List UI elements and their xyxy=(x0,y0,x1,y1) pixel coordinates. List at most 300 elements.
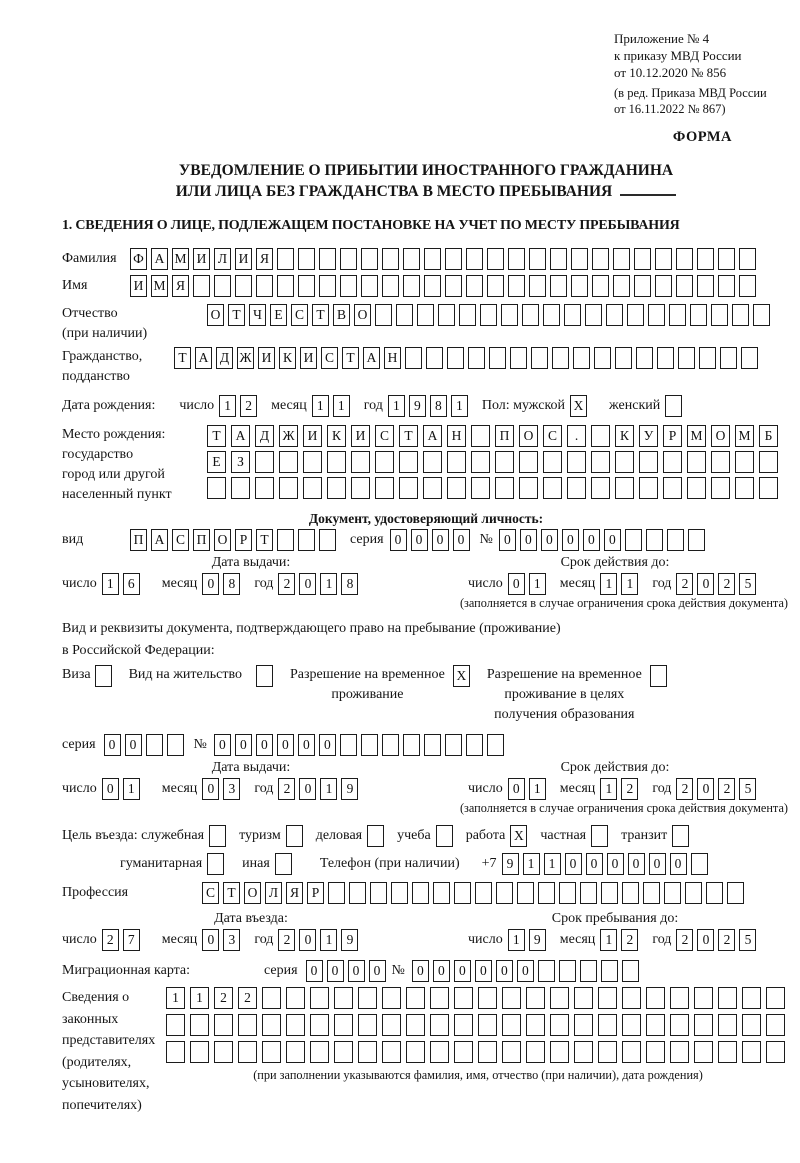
char-cell[interactable] xyxy=(766,987,785,1009)
char-cell[interactable]: Р xyxy=(307,882,324,904)
entry-year-input[interactable] xyxy=(278,929,362,951)
char-cell[interactable] xyxy=(495,477,514,499)
char-cell[interactable] xyxy=(543,304,560,326)
char-cell[interactable]: X xyxy=(570,395,587,417)
char-cell[interactable]: 3 xyxy=(223,929,240,951)
char-cell[interactable]: 0 xyxy=(348,960,365,982)
char-cell[interactable] xyxy=(262,1014,281,1036)
char-cell[interactable] xyxy=(522,304,539,326)
char-cell[interactable]: К xyxy=(327,425,346,447)
identity-series-input[interactable] xyxy=(390,529,474,551)
char-cell[interactable] xyxy=(445,248,462,270)
char-cell[interactable]: 8 xyxy=(341,573,358,595)
char-cell[interactable] xyxy=(598,987,617,1009)
char-cell[interactable]: . xyxy=(567,425,586,447)
char-cell[interactable] xyxy=(423,477,442,499)
char-cell[interactable] xyxy=(574,1041,593,1063)
char-cell[interactable] xyxy=(454,882,471,904)
char-cell[interactable] xyxy=(538,960,555,982)
char-cell[interactable] xyxy=(406,987,425,1009)
char-cell[interactable] xyxy=(327,451,346,473)
char-cell[interactable] xyxy=(550,248,567,270)
char-cell[interactable]: 1 xyxy=(388,395,405,417)
char-cell[interactable]: 0 xyxy=(517,960,534,982)
char-cell[interactable] xyxy=(487,248,504,270)
identity-valid-day[interactable] xyxy=(508,573,550,595)
char-cell[interactable]: О xyxy=(519,425,538,447)
char-cell[interactable] xyxy=(358,1014,377,1036)
char-cell[interactable] xyxy=(592,275,609,297)
char-cell[interactable] xyxy=(403,734,420,756)
name-input[interactable] xyxy=(130,275,760,297)
char-cell[interactable]: 2 xyxy=(676,929,693,951)
char-cell[interactable] xyxy=(502,1014,521,1036)
char-cell[interactable] xyxy=(424,275,441,297)
char-cell[interactable] xyxy=(214,1041,233,1063)
char-cell[interactable]: И xyxy=(193,248,210,270)
char-cell[interactable] xyxy=(687,451,706,473)
char-cell[interactable]: 2 xyxy=(278,573,295,595)
char-cell[interactable] xyxy=(424,248,441,270)
char-cell[interactable] xyxy=(319,248,336,270)
char-cell[interactable] xyxy=(634,248,651,270)
char-cell[interactable] xyxy=(340,734,357,756)
char-cell[interactable]: Т xyxy=(312,304,329,326)
char-cell[interactable] xyxy=(667,529,684,551)
char-cell[interactable]: 0 xyxy=(583,529,600,551)
char-cell[interactable] xyxy=(454,1041,473,1063)
char-cell[interactable] xyxy=(718,275,735,297)
char-cell[interactable]: 7 xyxy=(123,929,140,951)
char-cell[interactable] xyxy=(622,960,639,982)
char-cell[interactable]: 0 xyxy=(607,853,624,875)
char-cell[interactable] xyxy=(375,477,394,499)
char-cell[interactable]: О xyxy=(711,425,730,447)
char-cell[interactable] xyxy=(403,248,420,270)
char-cell[interactable] xyxy=(665,395,682,417)
identity-issue-year[interactable] xyxy=(278,573,362,595)
char-cell[interactable]: 0 xyxy=(214,734,231,756)
char-cell[interactable] xyxy=(598,1014,617,1036)
char-cell[interactable] xyxy=(697,248,714,270)
char-cell[interactable] xyxy=(718,248,735,270)
birth-day-input[interactable] xyxy=(219,395,261,417)
char-cell[interactable] xyxy=(650,665,667,687)
char-cell[interactable] xyxy=(382,1014,401,1036)
char-cell[interactable]: 1 xyxy=(123,778,140,800)
char-cell[interactable] xyxy=(310,1041,329,1063)
char-cell[interactable] xyxy=(396,304,413,326)
char-cell[interactable] xyxy=(591,425,610,447)
char-cell[interactable] xyxy=(447,347,464,369)
char-cell[interactable]: 0 xyxy=(508,573,525,595)
char-cell[interactable]: 1 xyxy=(600,573,617,595)
char-cell[interactable]: О xyxy=(207,304,224,326)
surname-input[interactable] xyxy=(130,248,760,270)
char-cell[interactable] xyxy=(646,987,665,1009)
purpose-transit-checkbox[interactable] xyxy=(672,825,693,847)
char-cell[interactable]: 0 xyxy=(390,529,407,551)
char-cell[interactable] xyxy=(367,825,384,847)
char-cell[interactable]: Б xyxy=(759,425,778,447)
char-cell[interactable] xyxy=(622,987,641,1009)
char-cell[interactable]: 0 xyxy=(256,734,273,756)
char-cell[interactable]: 5 xyxy=(739,929,756,951)
char-cell[interactable]: 1 xyxy=(529,573,546,595)
char-cell[interactable] xyxy=(735,477,754,499)
char-cell[interactable]: С xyxy=(321,347,338,369)
char-cell[interactable] xyxy=(718,987,737,1009)
char-cell[interactable] xyxy=(648,304,665,326)
sex-female-checkbox[interactable] xyxy=(665,395,686,417)
residence-valid-year[interactable] xyxy=(676,778,760,800)
char-cell[interactable]: 2 xyxy=(676,573,693,595)
char-cell[interactable]: 1 xyxy=(600,929,617,951)
char-cell[interactable] xyxy=(214,1014,233,1036)
char-cell[interactable] xyxy=(95,665,112,687)
char-cell[interactable]: Н xyxy=(447,425,466,447)
purpose-private-checkbox[interactable] xyxy=(591,825,612,847)
char-cell[interactable]: И xyxy=(303,425,322,447)
char-cell[interactable] xyxy=(694,1041,713,1063)
char-cell[interactable] xyxy=(687,477,706,499)
char-cell[interactable] xyxy=(412,882,429,904)
char-cell[interactable] xyxy=(478,1041,497,1063)
char-cell[interactable] xyxy=(298,275,315,297)
char-cell[interactable]: 1 xyxy=(320,573,337,595)
char-cell[interactable] xyxy=(552,347,569,369)
char-cell[interactable] xyxy=(526,987,545,1009)
char-cell[interactable]: Л xyxy=(214,248,231,270)
char-cell[interactable]: 9 xyxy=(502,853,519,875)
char-cell[interactable] xyxy=(361,734,378,756)
char-cell[interactable] xyxy=(351,477,370,499)
char-cell[interactable] xyxy=(475,882,492,904)
char-cell[interactable] xyxy=(487,275,504,297)
char-cell[interactable]: 1 xyxy=(523,853,540,875)
char-cell[interactable]: З xyxy=(231,451,250,473)
char-cell[interactable]: 0 xyxy=(369,960,386,982)
char-cell[interactable]: Е xyxy=(270,304,287,326)
char-cell[interactable] xyxy=(255,477,274,499)
char-cell[interactable]: 0 xyxy=(499,529,516,551)
char-cell[interactable] xyxy=(375,451,394,473)
char-cell[interactable]: 2 xyxy=(214,987,233,1009)
char-cell[interactable] xyxy=(303,451,322,473)
char-cell[interactable] xyxy=(766,1014,785,1036)
char-cell[interactable] xyxy=(559,960,576,982)
char-cell[interactable] xyxy=(334,1014,353,1036)
char-cell[interactable] xyxy=(691,853,708,875)
char-cell[interactable]: Н xyxy=(384,347,401,369)
char-cell[interactable]: М xyxy=(735,425,754,447)
char-cell[interactable]: 9 xyxy=(341,929,358,951)
char-cell[interactable] xyxy=(720,347,737,369)
entry-day-input[interactable] xyxy=(102,929,144,951)
char-cell[interactable] xyxy=(742,987,761,1009)
char-cell[interactable] xyxy=(591,451,610,473)
char-cell[interactable]: 0 xyxy=(433,960,450,982)
char-cell[interactable]: 9 xyxy=(409,395,426,417)
birth-place-row1[interactable] xyxy=(207,425,783,447)
char-cell[interactable]: X xyxy=(510,825,527,847)
char-cell[interactable] xyxy=(601,960,618,982)
char-cell[interactable] xyxy=(639,477,658,499)
legal-reps-row2[interactable] xyxy=(166,1014,790,1036)
char-cell[interactable]: 1 xyxy=(621,573,638,595)
char-cell[interactable] xyxy=(543,477,562,499)
char-cell[interactable] xyxy=(361,248,378,270)
residence-issue-year[interactable] xyxy=(278,778,362,800)
residence-issue-month[interactable] xyxy=(202,778,244,800)
char-cell[interactable] xyxy=(190,1041,209,1063)
char-cell[interactable] xyxy=(382,1041,401,1063)
char-cell[interactable]: С xyxy=(291,304,308,326)
char-cell[interactable] xyxy=(433,882,450,904)
char-cell[interactable]: 0 xyxy=(496,960,513,982)
char-cell[interactable]: 6 xyxy=(123,573,140,595)
char-cell[interactable] xyxy=(510,347,527,369)
char-cell[interactable] xyxy=(382,987,401,1009)
char-cell[interactable]: М xyxy=(172,248,189,270)
char-cell[interactable]: Я xyxy=(256,248,273,270)
char-cell[interactable] xyxy=(279,451,298,473)
char-cell[interactable] xyxy=(358,987,377,1009)
char-cell[interactable] xyxy=(146,734,163,756)
char-cell[interactable] xyxy=(426,347,443,369)
char-cell[interactable] xyxy=(496,882,513,904)
char-cell[interactable]: А xyxy=(423,425,442,447)
char-cell[interactable] xyxy=(625,529,642,551)
char-cell[interactable] xyxy=(573,347,590,369)
char-cell[interactable] xyxy=(502,1041,521,1063)
char-cell[interactable]: 2 xyxy=(278,778,295,800)
char-cell[interactable] xyxy=(277,248,294,270)
purpose-work-checkbox[interactable] xyxy=(510,825,531,847)
char-cell[interactable] xyxy=(517,882,534,904)
char-cell[interactable] xyxy=(759,451,778,473)
char-cell[interactable] xyxy=(519,451,538,473)
char-cell[interactable] xyxy=(670,1041,689,1063)
char-cell[interactable]: 0 xyxy=(508,778,525,800)
char-cell[interactable] xyxy=(478,1014,497,1036)
char-cell[interactable] xyxy=(235,275,252,297)
char-cell[interactable]: Т xyxy=(228,304,245,326)
char-cell[interactable] xyxy=(591,477,610,499)
char-cell[interactable]: А xyxy=(363,347,380,369)
char-cell[interactable] xyxy=(190,1014,209,1036)
char-cell[interactable] xyxy=(430,987,449,1009)
char-cell[interactable] xyxy=(538,882,555,904)
char-cell[interactable]: 0 xyxy=(298,734,315,756)
char-cell[interactable] xyxy=(543,451,562,473)
char-cell[interactable] xyxy=(670,1014,689,1036)
char-cell[interactable] xyxy=(670,987,689,1009)
char-cell[interactable] xyxy=(399,451,418,473)
char-cell[interactable] xyxy=(403,275,420,297)
char-cell[interactable] xyxy=(550,987,569,1009)
char-cell[interactable] xyxy=(466,734,483,756)
char-cell[interactable]: 0 xyxy=(299,778,316,800)
char-cell[interactable] xyxy=(598,1041,617,1063)
visa-checkbox[interactable] xyxy=(95,665,116,687)
char-cell[interactable]: Т xyxy=(223,882,240,904)
char-cell[interactable] xyxy=(454,987,473,1009)
char-cell[interactable]: П xyxy=(495,425,514,447)
char-cell[interactable] xyxy=(732,304,749,326)
char-cell[interactable]: М xyxy=(687,425,706,447)
char-cell[interactable] xyxy=(286,987,305,1009)
char-cell[interactable]: 0 xyxy=(697,573,714,595)
char-cell[interactable]: 5 xyxy=(739,573,756,595)
char-cell[interactable] xyxy=(406,1014,425,1036)
char-cell[interactable] xyxy=(445,275,462,297)
identity-valid-year[interactable] xyxy=(676,573,760,595)
char-cell[interactable] xyxy=(526,1014,545,1036)
char-cell[interactable]: 0 xyxy=(432,529,449,551)
char-cell[interactable] xyxy=(574,1014,593,1036)
char-cell[interactable] xyxy=(277,275,294,297)
char-cell[interactable] xyxy=(447,477,466,499)
char-cell[interactable] xyxy=(471,477,490,499)
char-cell[interactable]: 2 xyxy=(621,929,638,951)
char-cell[interactable]: 1 xyxy=(190,987,209,1009)
char-cell[interactable] xyxy=(166,1041,185,1063)
char-cell[interactable] xyxy=(613,248,630,270)
char-cell[interactable] xyxy=(214,275,231,297)
char-cell[interactable] xyxy=(489,347,506,369)
char-cell[interactable]: 0 xyxy=(565,853,582,875)
residence-permit-checkbox[interactable] xyxy=(256,665,277,687)
char-cell[interactable]: А xyxy=(231,425,250,447)
residence-number-input[interactable] xyxy=(214,734,508,756)
char-cell[interactable] xyxy=(529,275,546,297)
char-cell[interactable] xyxy=(454,1014,473,1036)
birth-year-input[interactable] xyxy=(388,395,472,417)
char-cell[interactable] xyxy=(298,248,315,270)
char-cell[interactable] xyxy=(370,882,387,904)
char-cell[interactable] xyxy=(591,825,608,847)
char-cell[interactable] xyxy=(445,734,462,756)
residence-issue-day[interactable] xyxy=(102,778,144,800)
char-cell[interactable]: О xyxy=(214,529,231,551)
char-cell[interactable] xyxy=(262,1041,281,1063)
residence-series-input[interactable] xyxy=(104,734,188,756)
char-cell[interactable] xyxy=(634,275,651,297)
char-cell[interactable] xyxy=(319,529,336,551)
char-cell[interactable] xyxy=(688,529,705,551)
char-cell[interactable] xyxy=(207,477,226,499)
char-cell[interactable]: 0 xyxy=(202,778,219,800)
legal-reps-row1[interactable] xyxy=(166,987,790,1009)
identity-issue-month[interactable] xyxy=(202,573,244,595)
char-cell[interactable]: 2 xyxy=(718,778,735,800)
char-cell[interactable]: 0 xyxy=(411,529,428,551)
char-cell[interactable]: 0 xyxy=(649,853,666,875)
legal-reps-row3[interactable] xyxy=(166,1041,790,1063)
char-cell[interactable]: 1 xyxy=(166,987,185,1009)
char-cell[interactable] xyxy=(405,347,422,369)
char-cell[interactable] xyxy=(580,960,597,982)
char-cell[interactable] xyxy=(655,275,672,297)
char-cell[interactable]: С xyxy=(543,425,562,447)
char-cell[interactable]: 0 xyxy=(202,929,219,951)
char-cell[interactable]: 0 xyxy=(454,960,471,982)
char-cell[interactable] xyxy=(303,477,322,499)
char-cell[interactable] xyxy=(351,451,370,473)
char-cell[interactable]: 2 xyxy=(718,929,735,951)
char-cell[interactable]: Т xyxy=(174,347,191,369)
birth-month-input[interactable] xyxy=(312,395,354,417)
char-cell[interactable]: 1 xyxy=(600,778,617,800)
char-cell[interactable]: 0 xyxy=(586,853,603,875)
purpose-other-checkbox[interactable] xyxy=(275,853,296,875)
char-cell[interactable] xyxy=(606,304,623,326)
stay-month-input[interactable] xyxy=(600,929,642,951)
identity-type-input[interactable] xyxy=(130,529,340,551)
char-cell[interactable] xyxy=(706,882,723,904)
char-cell[interactable]: Ж xyxy=(237,347,254,369)
char-cell[interactable]: 1 xyxy=(320,929,337,951)
char-cell[interactable] xyxy=(711,451,730,473)
char-cell[interactable] xyxy=(615,451,634,473)
char-cell[interactable]: 0 xyxy=(412,960,429,982)
char-cell[interactable] xyxy=(286,1014,305,1036)
char-cell[interactable]: Т xyxy=(342,347,359,369)
char-cell[interactable]: С xyxy=(375,425,394,447)
purpose-tourism-checkbox[interactable] xyxy=(286,825,307,847)
char-cell[interactable]: А xyxy=(151,248,168,270)
char-cell[interactable]: 2 xyxy=(718,573,735,595)
purpose-humanitarian-checkbox[interactable] xyxy=(207,853,228,875)
char-cell[interactable] xyxy=(657,347,674,369)
char-cell[interactable] xyxy=(471,425,490,447)
char-cell[interactable] xyxy=(678,347,695,369)
char-cell[interactable]: 0 xyxy=(628,853,645,875)
char-cell[interactable] xyxy=(382,248,399,270)
char-cell[interactable] xyxy=(436,825,453,847)
char-cell[interactable] xyxy=(340,275,357,297)
char-cell[interactable] xyxy=(501,304,518,326)
char-cell[interactable] xyxy=(382,275,399,297)
char-cell[interactable]: 0 xyxy=(299,573,316,595)
residence-valid-month[interactable] xyxy=(600,778,642,800)
char-cell[interactable] xyxy=(334,987,353,1009)
entry-month-input[interactable] xyxy=(202,929,244,951)
char-cell[interactable] xyxy=(663,477,682,499)
char-cell[interactable] xyxy=(459,304,476,326)
char-cell[interactable]: 0 xyxy=(125,734,142,756)
char-cell[interactable] xyxy=(349,882,366,904)
char-cell[interactable] xyxy=(495,451,514,473)
char-cell[interactable] xyxy=(592,248,609,270)
char-cell[interactable] xyxy=(727,882,744,904)
char-cell[interactable] xyxy=(255,451,274,473)
char-cell[interactable] xyxy=(571,275,588,297)
char-cell[interactable] xyxy=(447,451,466,473)
char-cell[interactable]: С xyxy=(202,882,219,904)
char-cell[interactable] xyxy=(669,304,686,326)
char-cell[interactable] xyxy=(340,248,357,270)
char-cell[interactable] xyxy=(529,248,546,270)
char-cell[interactable] xyxy=(567,477,586,499)
char-cell[interactable]: 5 xyxy=(739,778,756,800)
char-cell[interactable] xyxy=(468,347,485,369)
temp-residence-checkbox[interactable] xyxy=(453,665,474,687)
char-cell[interactable]: Я xyxy=(286,882,303,904)
char-cell[interactable]: 0 xyxy=(475,960,492,982)
char-cell[interactable] xyxy=(697,275,714,297)
